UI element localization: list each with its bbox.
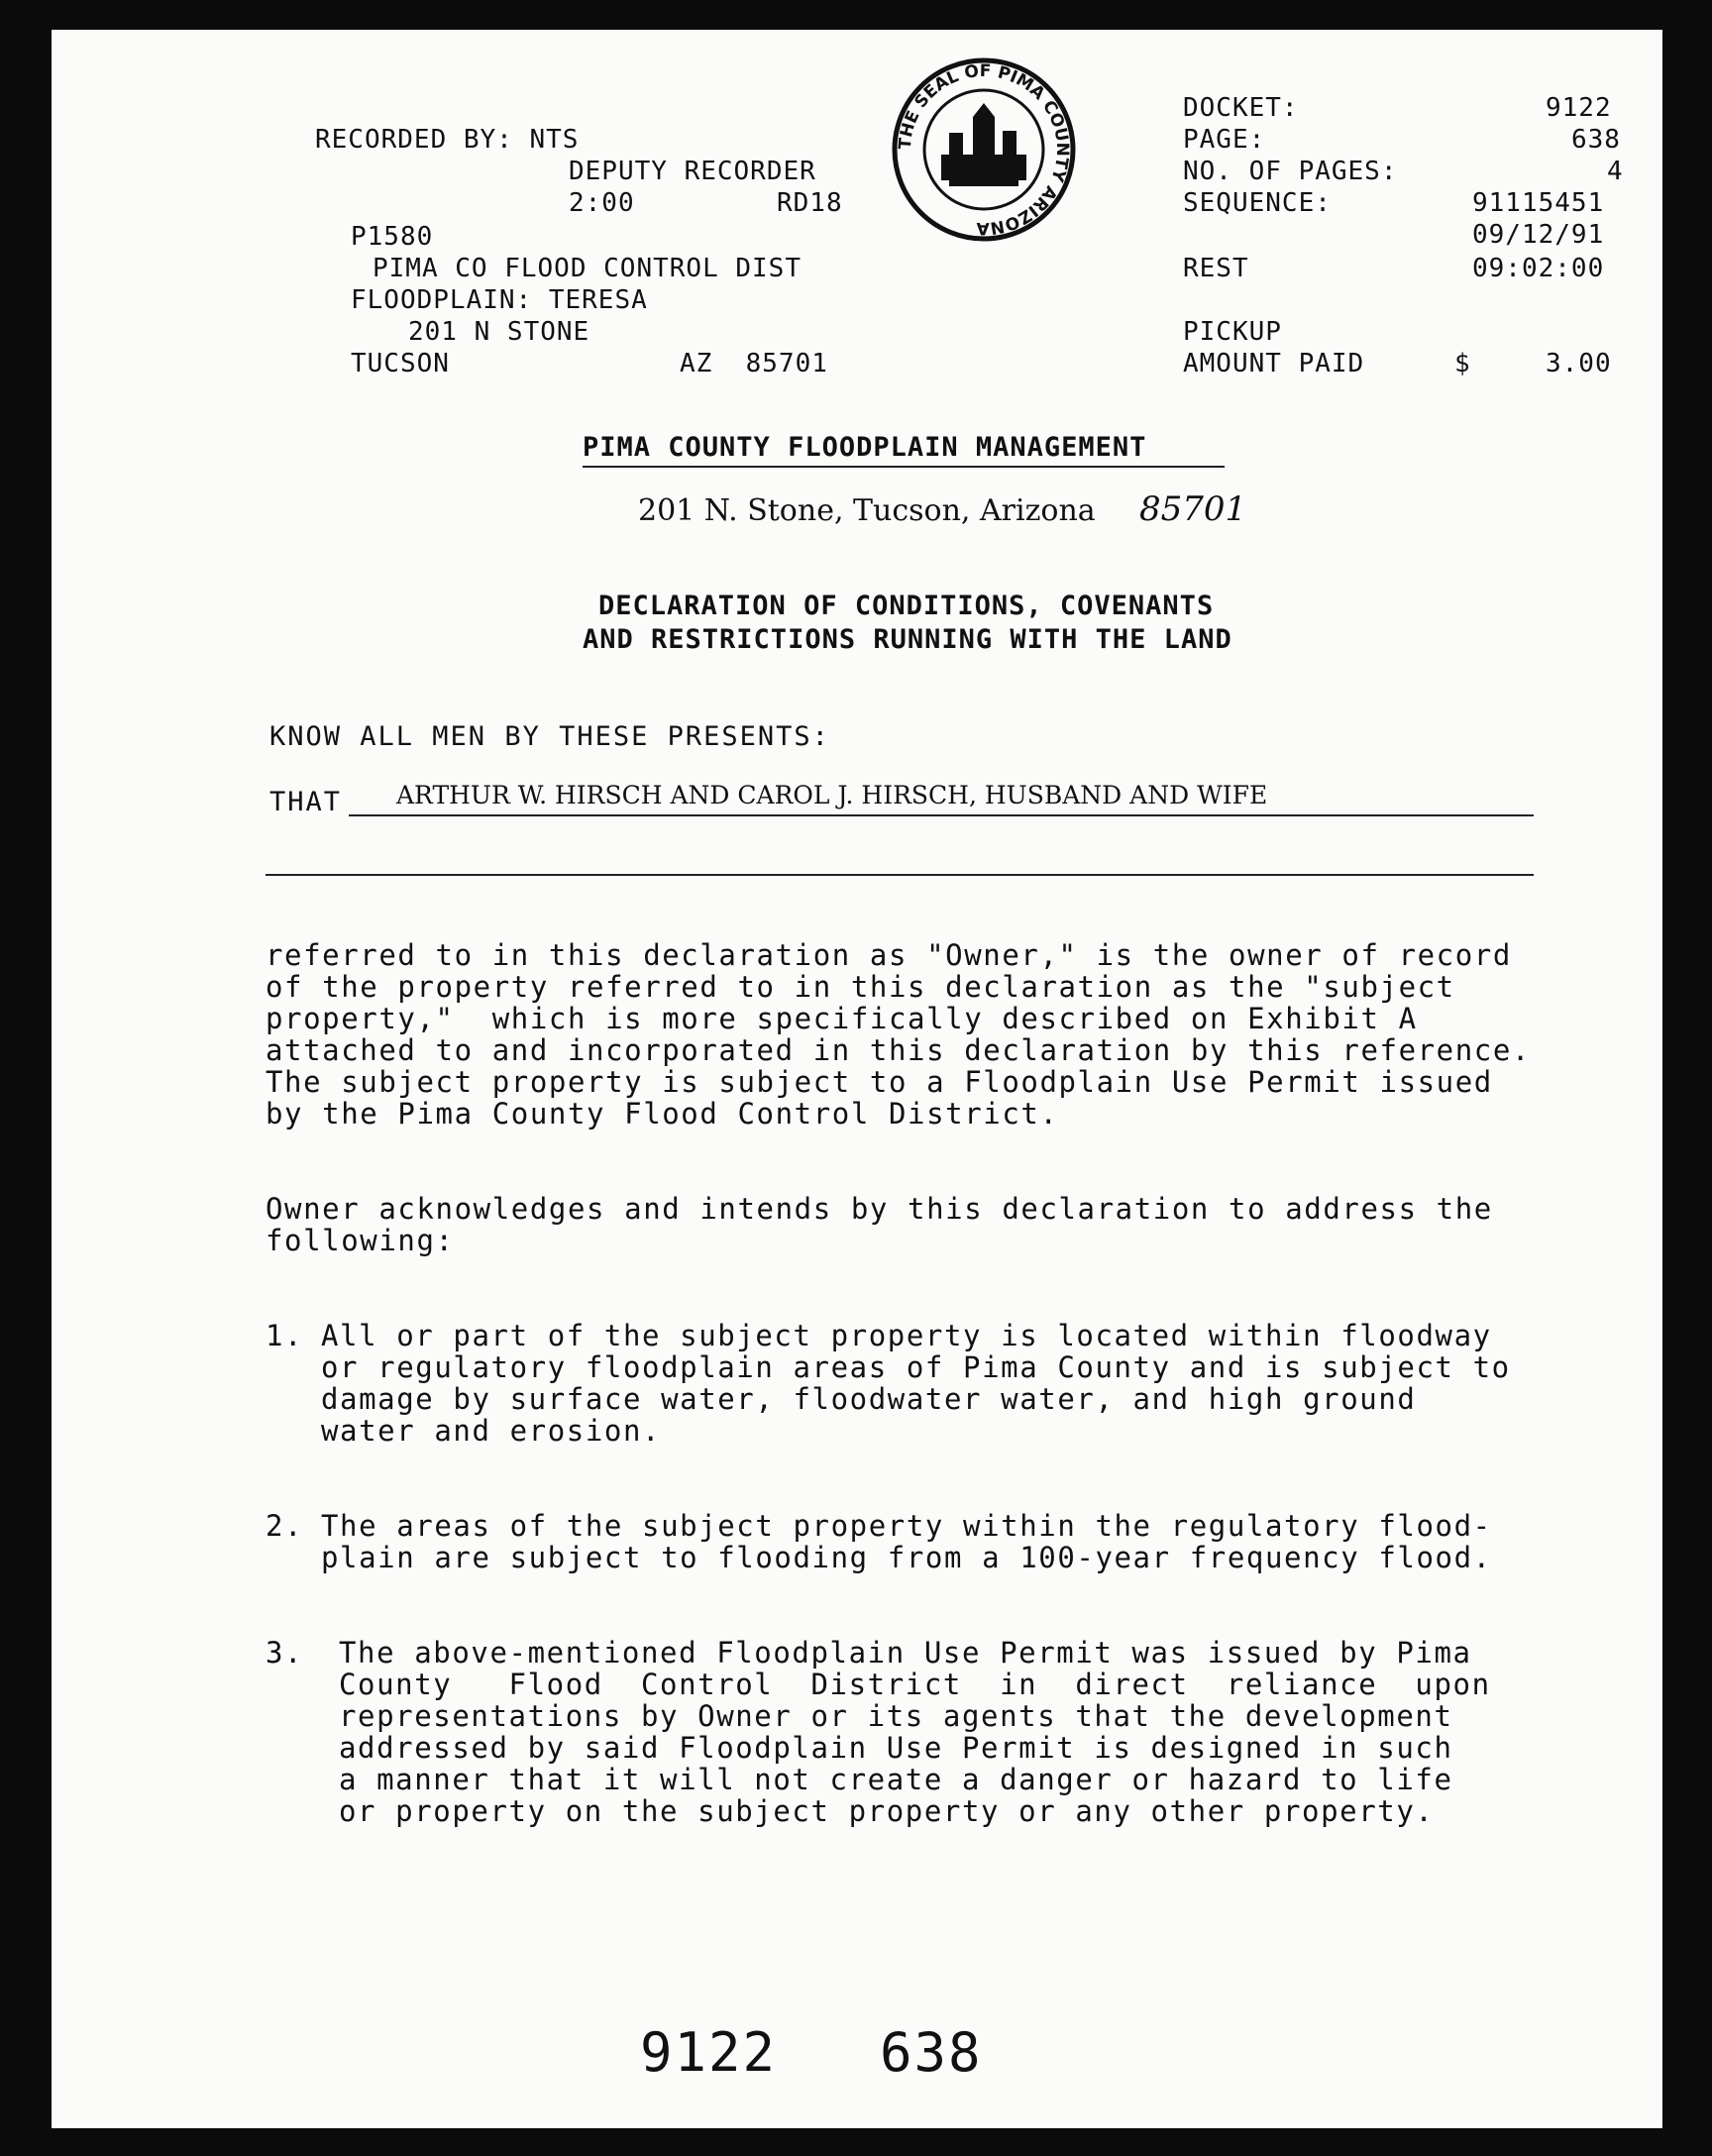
list-item-line: damage by surface water, floodwater water, and high ground [321, 1382, 1417, 1416]
paragraph-line: referred to in this declaration as "Owner," is the owner of record [266, 938, 1512, 972]
record-time: 2:00 [569, 188, 635, 218]
list-item-number: 2. [266, 1509, 304, 1543]
owner-line-2 [266, 874, 1534, 876]
list-item-line: The above-mentioned Floodplain Use Permit was issued by Pima [339, 1636, 1472, 1670]
list-item-line: plain are subject to flooding from a 100-year frequency flood. [321, 1541, 1492, 1574]
org-title: PIMA COUNTY FLOODPLAIN MANAGEMENT [583, 432, 1147, 463]
org-address: 201 N. Stone, Tucson, Arizona [638, 493, 1096, 528]
paragraph-line: attached to and incorporated in this declaration by this reference. [266, 1033, 1531, 1067]
record-city: TUCSON [351, 349, 450, 378]
list-item-number: 1. [266, 1319, 304, 1352]
amount-currency: $ [1454, 349, 1471, 378]
know-all-men: KNOW ALL MEN BY THESE PRESENTS: [269, 721, 830, 752]
county-seal-icon [890, 55, 1078, 244]
list-item-line: water and erosion. [321, 1414, 662, 1448]
paragraph-line: of the property referred to in this declaration as the "subject [266, 970, 1455, 1004]
paragraph-line: by the Pima County Flood Control District. [266, 1097, 1059, 1131]
record-rd: RD18 [777, 188, 843, 218]
record-p-code: P1580 [351, 222, 434, 252]
paragraph-line: following: [266, 1224, 455, 1257]
list-item-line: representations by Owner or its agents that the development [339, 1699, 1453, 1733]
sequence-value: 91115451 [1472, 188, 1605, 218]
record-floodplain: FLOODPLAIN: TERESA [351, 285, 648, 315]
list-item-line: The areas of the subject property within the regulatory flood- [321, 1509, 1492, 1543]
list-item-line: All or part of the subject property is located within floodway [321, 1319, 1492, 1352]
rest-label: REST [1183, 254, 1249, 283]
record-name: PIMA CO FLOOD CONTROL DIST [373, 254, 802, 283]
list-item-line: a manner that it will not create a danger or hazard to life [339, 1763, 1453, 1796]
declaration-title-1: DECLARATION OF CONDITIONS, COVENANTS [598, 591, 1215, 621]
org-title-underline [583, 466, 1225, 468]
owner-names: ARTHUR W. HIRSCH AND CAROL J. HIRSCH, HUSBAND AND WIFE [396, 781, 1268, 809]
page-label: PAGE: [1183, 125, 1266, 155]
recorded-by: RECORDED BY: NTS [315, 125, 580, 155]
amount-value: 3.00 [1546, 349, 1612, 378]
owner-line-1 [349, 814, 1534, 816]
paragraph-line: Owner acknowledges and intends by this declaration to address the [266, 1192, 1493, 1226]
docket-value: 9122 [1546, 93, 1612, 123]
paragraph-line: property," which is more specifically described on Exhibit A [266, 1002, 1418, 1035]
that-label: THAT [269, 787, 343, 817]
deputy-recorder: DEPUTY RECORDER [569, 157, 816, 186]
pickup-label: PICKUP [1183, 317, 1282, 347]
record-street: 201 N STONE [408, 317, 590, 347]
page-value: 638 [1571, 125, 1621, 155]
pages-label: NO. OF PAGES: [1183, 157, 1398, 186]
rest-value: 09:02:00 [1472, 254, 1605, 283]
list-item-line: or property on the subject property or any other property. [339, 1794, 1435, 1828]
footer-page: 638 [880, 2021, 983, 2084]
pages-value: 4 [1607, 157, 1624, 186]
seal-text: THE SEAL OF PIMA COUNTY ARIZONA [895, 60, 1073, 239]
list-item-line: addressed by said Floodplain Use Permit is designed in such [339, 1731, 1453, 1765]
record-date: 09/12/91 [1472, 220, 1605, 250]
sequence-label: SEQUENCE: [1183, 188, 1332, 218]
paragraph-line: The subject property is subject to a Floodplain Use Permit issued [266, 1065, 1493, 1099]
record-state-zip: AZ 85701 [680, 349, 828, 378]
list-item-number: 3. [266, 1636, 304, 1670]
footer-docket: 9122 [640, 2021, 778, 2084]
amount-label: AMOUNT PAID [1183, 349, 1365, 378]
declaration-title-2: AND RESTRICTIONS RUNNING WITH THE LAND [583, 624, 1232, 655]
list-item-line: County Flood Control District in direct reliance upon [339, 1668, 1491, 1701]
handwritten-zip: 85701 [1139, 489, 1247, 529]
list-item-line: or regulatory floodplain areas of Pima County and is subject to [321, 1350, 1511, 1384]
docket-label: DOCKET: [1183, 93, 1299, 123]
